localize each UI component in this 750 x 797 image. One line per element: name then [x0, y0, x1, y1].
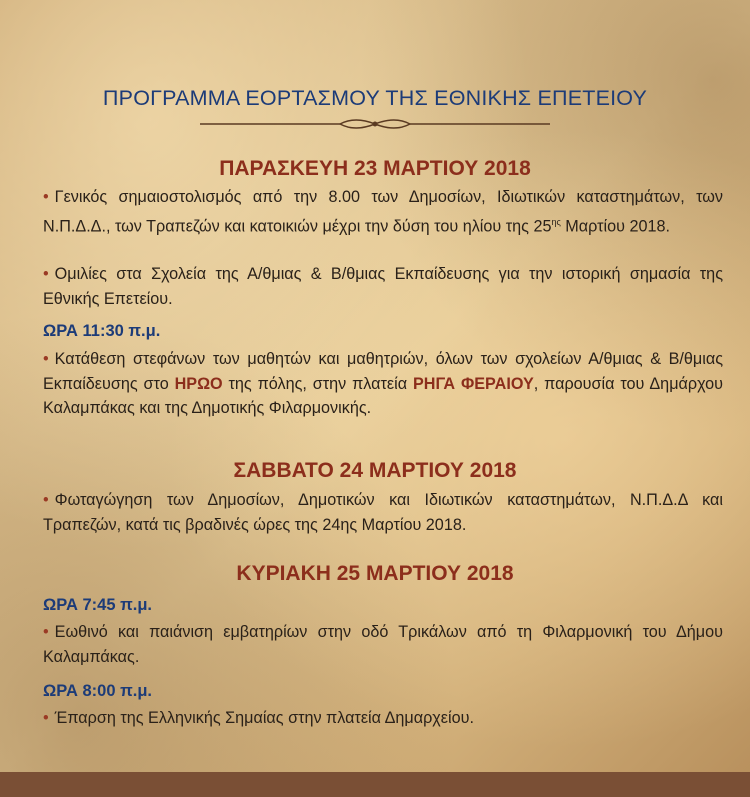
highlight-square: ΡΗΓΑ ΦΕΡΑΙΟΥ	[412, 374, 534, 393]
item-text: , παρουσία του Δημάρχου Καλαμπάκας και της Δημοτικής Φιλαρμονικής.	[43, 374, 724, 417]
item-text: Έπαρση της Ελληνικής Σημαίας στην πλατεία Δημαρχείου.	[54, 709, 474, 727]
day-heading-saturday: ΣΑΒΒΑΤΟ 24 ΜΑΡΤΙΟΥ 2018	[233, 459, 517, 482]
friday-item-1	[43, 185, 723, 238]
page-title: ΠΡΟΓΡΑΜΜΑ ΕΟΡΤΑΣΜΟΥ ΤΗΣ ΕΘΝΙΚΗΣ ΕΠΕΤΕΙΟΥ	[102, 86, 648, 110]
bullet-icon: •	[43, 350, 49, 368]
bullet-icon: •	[43, 265, 49, 283]
bullet-icon: •	[43, 709, 49, 727]
day-heading-friday: ΠΑΡΑΣΚΕΥΗ 23 ΜΑΡΤΙΟΥ 2018	[219, 157, 531, 180]
item-text: Ομιλίες στα Σχολεία της Α/θμιας & Β/θμιας Εκπαίδευσης για την ιστορική σημασία της Εθνικής Επετείου.	[43, 265, 723, 308]
saturday-item-1	[43, 488, 723, 537]
item-text: Μαρτίου 2018.	[560, 216, 670, 235]
day-heading-sunday: ΚΥΡΙΑΚΗ 25 ΜΑΡΤΙΟΥ 2018	[236, 562, 514, 585]
superscript: ης	[551, 216, 561, 227]
footer-band	[0, 772, 750, 797]
item-text: της πόλης, στην πλατεία	[222, 374, 413, 393]
ornament-divider	[200, 116, 550, 132]
item-text: Εωθινό και παιάνιση εμβατηρίων στην οδό Τρικάλων από τη Φιλαρμονική του Δήμου Καλαμπάκας.	[43, 623, 723, 666]
time-label: ΩΡΑ 7:45 π.μ.	[43, 596, 153, 614]
time-label: ΩΡΑ 8:00 π.μ.	[43, 682, 153, 700]
item-text: Γενικός σημαιοστολισμός από την 8.00 των Δημοσίων, Ιδιωτικών καταστημάτων, των Ν.Π.Δ.Δ., των Τραπεζών και κατοικιών μέχρι την δύση του ηλίου της 25	[43, 188, 723, 235]
sunday-item-1	[43, 620, 723, 669]
time-label: ΩΡΑ 11:30 π.μ.	[43, 322, 161, 340]
sunday-item-2	[43, 706, 723, 731]
friday-item-2	[43, 262, 723, 311]
bullet-icon: •	[43, 623, 49, 641]
highlight-hero: ΗΡΩΟ	[174, 374, 223, 393]
bullet-icon: •	[43, 491, 49, 509]
item-text: Κατάθεση στεφάνων των μαθητών και μαθητριών, όλων των σχολείων Α/θμιας & Β/θμιας Εκπαίδευσης στο	[43, 350, 723, 393]
item-text: Φωταγώγηση των Δημοσίων, Δημοτικών και Ιδιωτικών καταστημάτων, Ν.Π.Δ.Δ και Τραπεζών, κατά τις βραδινές ώρες της 24ης Μαρτίου 2018.	[43, 491, 723, 534]
bullet-icon: •	[43, 188, 49, 206]
friday-item-3	[43, 347, 723, 421]
